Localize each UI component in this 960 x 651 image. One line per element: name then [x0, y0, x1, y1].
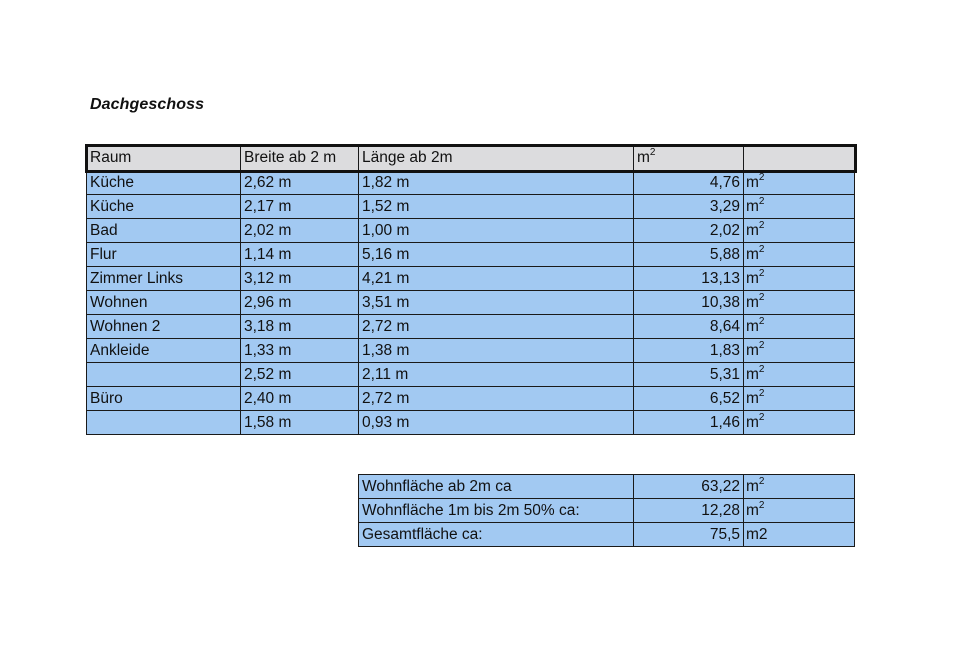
table-row: [87, 339, 855, 363]
header-room[interactable]: Raum: [87, 146, 241, 171]
cell-area[interactable]: 5,88: [634, 243, 744, 267]
summary-value[interactable]: 63,22: [634, 475, 744, 499]
cell-unit[interactable]: $m^2$: [744, 243, 855, 267]
cell-area[interactable]: 2,02: [634, 219, 744, 243]
cell-width[interactable]: 2,96 m: [241, 291, 359, 315]
summary-unit[interactable]: m2: [744, 523, 855, 547]
cell-area[interactable]: 4,76: [634, 171, 744, 195]
cell-unit[interactable]: $m^2$: [744, 411, 855, 435]
cell-width[interactable]: 3,12 m: [241, 267, 359, 291]
summary-unit[interactable]: $m^2$: [744, 475, 855, 499]
cell-unit[interactable]: $m^2$: [744, 387, 855, 411]
cell-unit[interactable]: $m^2$: [744, 171, 855, 195]
table-header-row: [87, 146, 855, 171]
summary-row: [359, 523, 855, 547]
cell-area[interactable]: 1,46: [634, 411, 744, 435]
cell-unit[interactable]: $m^2$: [744, 219, 855, 243]
cell-area[interactable]: 1,83: [634, 339, 744, 363]
cell-unit[interactable]: $m^2$: [744, 363, 855, 387]
cell-room[interactable]: Ankleide: [87, 339, 241, 363]
header-area[interactable]: $m^2$: [634, 146, 744, 171]
cell-length[interactable]: 1,52 m: [359, 195, 634, 219]
cell-unit[interactable]: $m^2$: [744, 339, 855, 363]
cell-area[interactable]: 6,52: [634, 387, 744, 411]
cell-room[interactable]: [87, 363, 241, 387]
summary-value[interactable]: 75,5: [634, 523, 744, 547]
cell-room[interactable]: [87, 411, 241, 435]
cell-width[interactable]: 1,33 m: [241, 339, 359, 363]
cell-room[interactable]: Flur: [87, 243, 241, 267]
header-unit[interactable]: [744, 146, 855, 171]
cell-unit[interactable]: $m^2$: [744, 195, 855, 219]
cell-width[interactable]: 2,17 m: [241, 195, 359, 219]
table-row: [87, 267, 855, 291]
cell-area[interactable]: 8,64: [634, 315, 744, 339]
cell-unit[interactable]: $m^2$: [744, 291, 855, 315]
summary-value[interactable]: 12,28: [634, 499, 744, 523]
cell-room[interactable]: Büro: [87, 387, 241, 411]
summary-label[interactable]: Wohnfläche 1m bis 2m 50% ca:: [359, 499, 634, 523]
cell-length[interactable]: 2,11 m: [359, 363, 634, 387]
cell-room[interactable]: Küche: [87, 171, 241, 195]
table-row: [87, 243, 855, 267]
cell-width[interactable]: 1,14 m: [241, 243, 359, 267]
summary-unit[interactable]: $m^2$: [744, 499, 855, 523]
cell-width[interactable]: 2,52 m: [241, 363, 359, 387]
cell-area[interactable]: 10,38: [634, 291, 744, 315]
summary-row: [359, 499, 855, 523]
table-row: [87, 387, 855, 411]
cell-width[interactable]: 2,02 m: [241, 219, 359, 243]
cell-unit[interactable]: $m^2$: [744, 315, 855, 339]
cell-room[interactable]: Bad: [87, 219, 241, 243]
cell-room[interactable]: Zimmer Links: [87, 267, 241, 291]
room-table: [86, 145, 855, 435]
cell-area[interactable]: 5,31: [634, 363, 744, 387]
cell-width[interactable]: 1,58 m: [241, 411, 359, 435]
cell-unit[interactable]: $m^2$: [744, 267, 855, 291]
summary-label[interactable]: Gesamtfläche ca:: [359, 523, 634, 547]
cell-room[interactable]: Küche: [87, 195, 241, 219]
cell-length[interactable]: 1,82 m: [359, 171, 634, 195]
summary-table: [358, 474, 855, 547]
summary-row: [359, 475, 855, 499]
summary-label[interactable]: Wohnfläche ab 2m ca: [359, 475, 634, 499]
cell-room[interactable]: Wohnen 2: [87, 315, 241, 339]
cell-length[interactable]: 4,21 m: [359, 267, 634, 291]
cell-width[interactable]: 2,40 m: [241, 387, 359, 411]
cell-area[interactable]: 13,13: [634, 267, 744, 291]
cell-length[interactable]: 5,16 m: [359, 243, 634, 267]
table-row: [87, 411, 855, 435]
table-row: [87, 219, 855, 243]
table-row: [87, 363, 855, 387]
cell-width[interactable]: 2,62 m: [241, 171, 359, 195]
header-length[interactable]: Länge ab 2m: [359, 146, 634, 171]
table-row: [87, 171, 855, 195]
page-title: Dachgeschoss: [90, 96, 205, 113]
cell-length[interactable]: 2,72 m: [359, 315, 634, 339]
header-width[interactable]: Breite ab 2 m: [241, 146, 359, 171]
table-row: [87, 195, 855, 219]
table-row: [87, 291, 855, 315]
cell-area[interactable]: 3,29: [634, 195, 744, 219]
table-row: [87, 315, 855, 339]
cell-length[interactable]: 2,72 m: [359, 387, 634, 411]
cell-length[interactable]: 0,93 m: [359, 411, 634, 435]
cell-length[interactable]: 1,00 m: [359, 219, 634, 243]
cell-width[interactable]: 3,18 m: [241, 315, 359, 339]
cell-length[interactable]: 1,38 m: [359, 339, 634, 363]
cell-room[interactable]: Wohnen: [87, 291, 241, 315]
cell-length[interactable]: 3,51 m: [359, 291, 634, 315]
